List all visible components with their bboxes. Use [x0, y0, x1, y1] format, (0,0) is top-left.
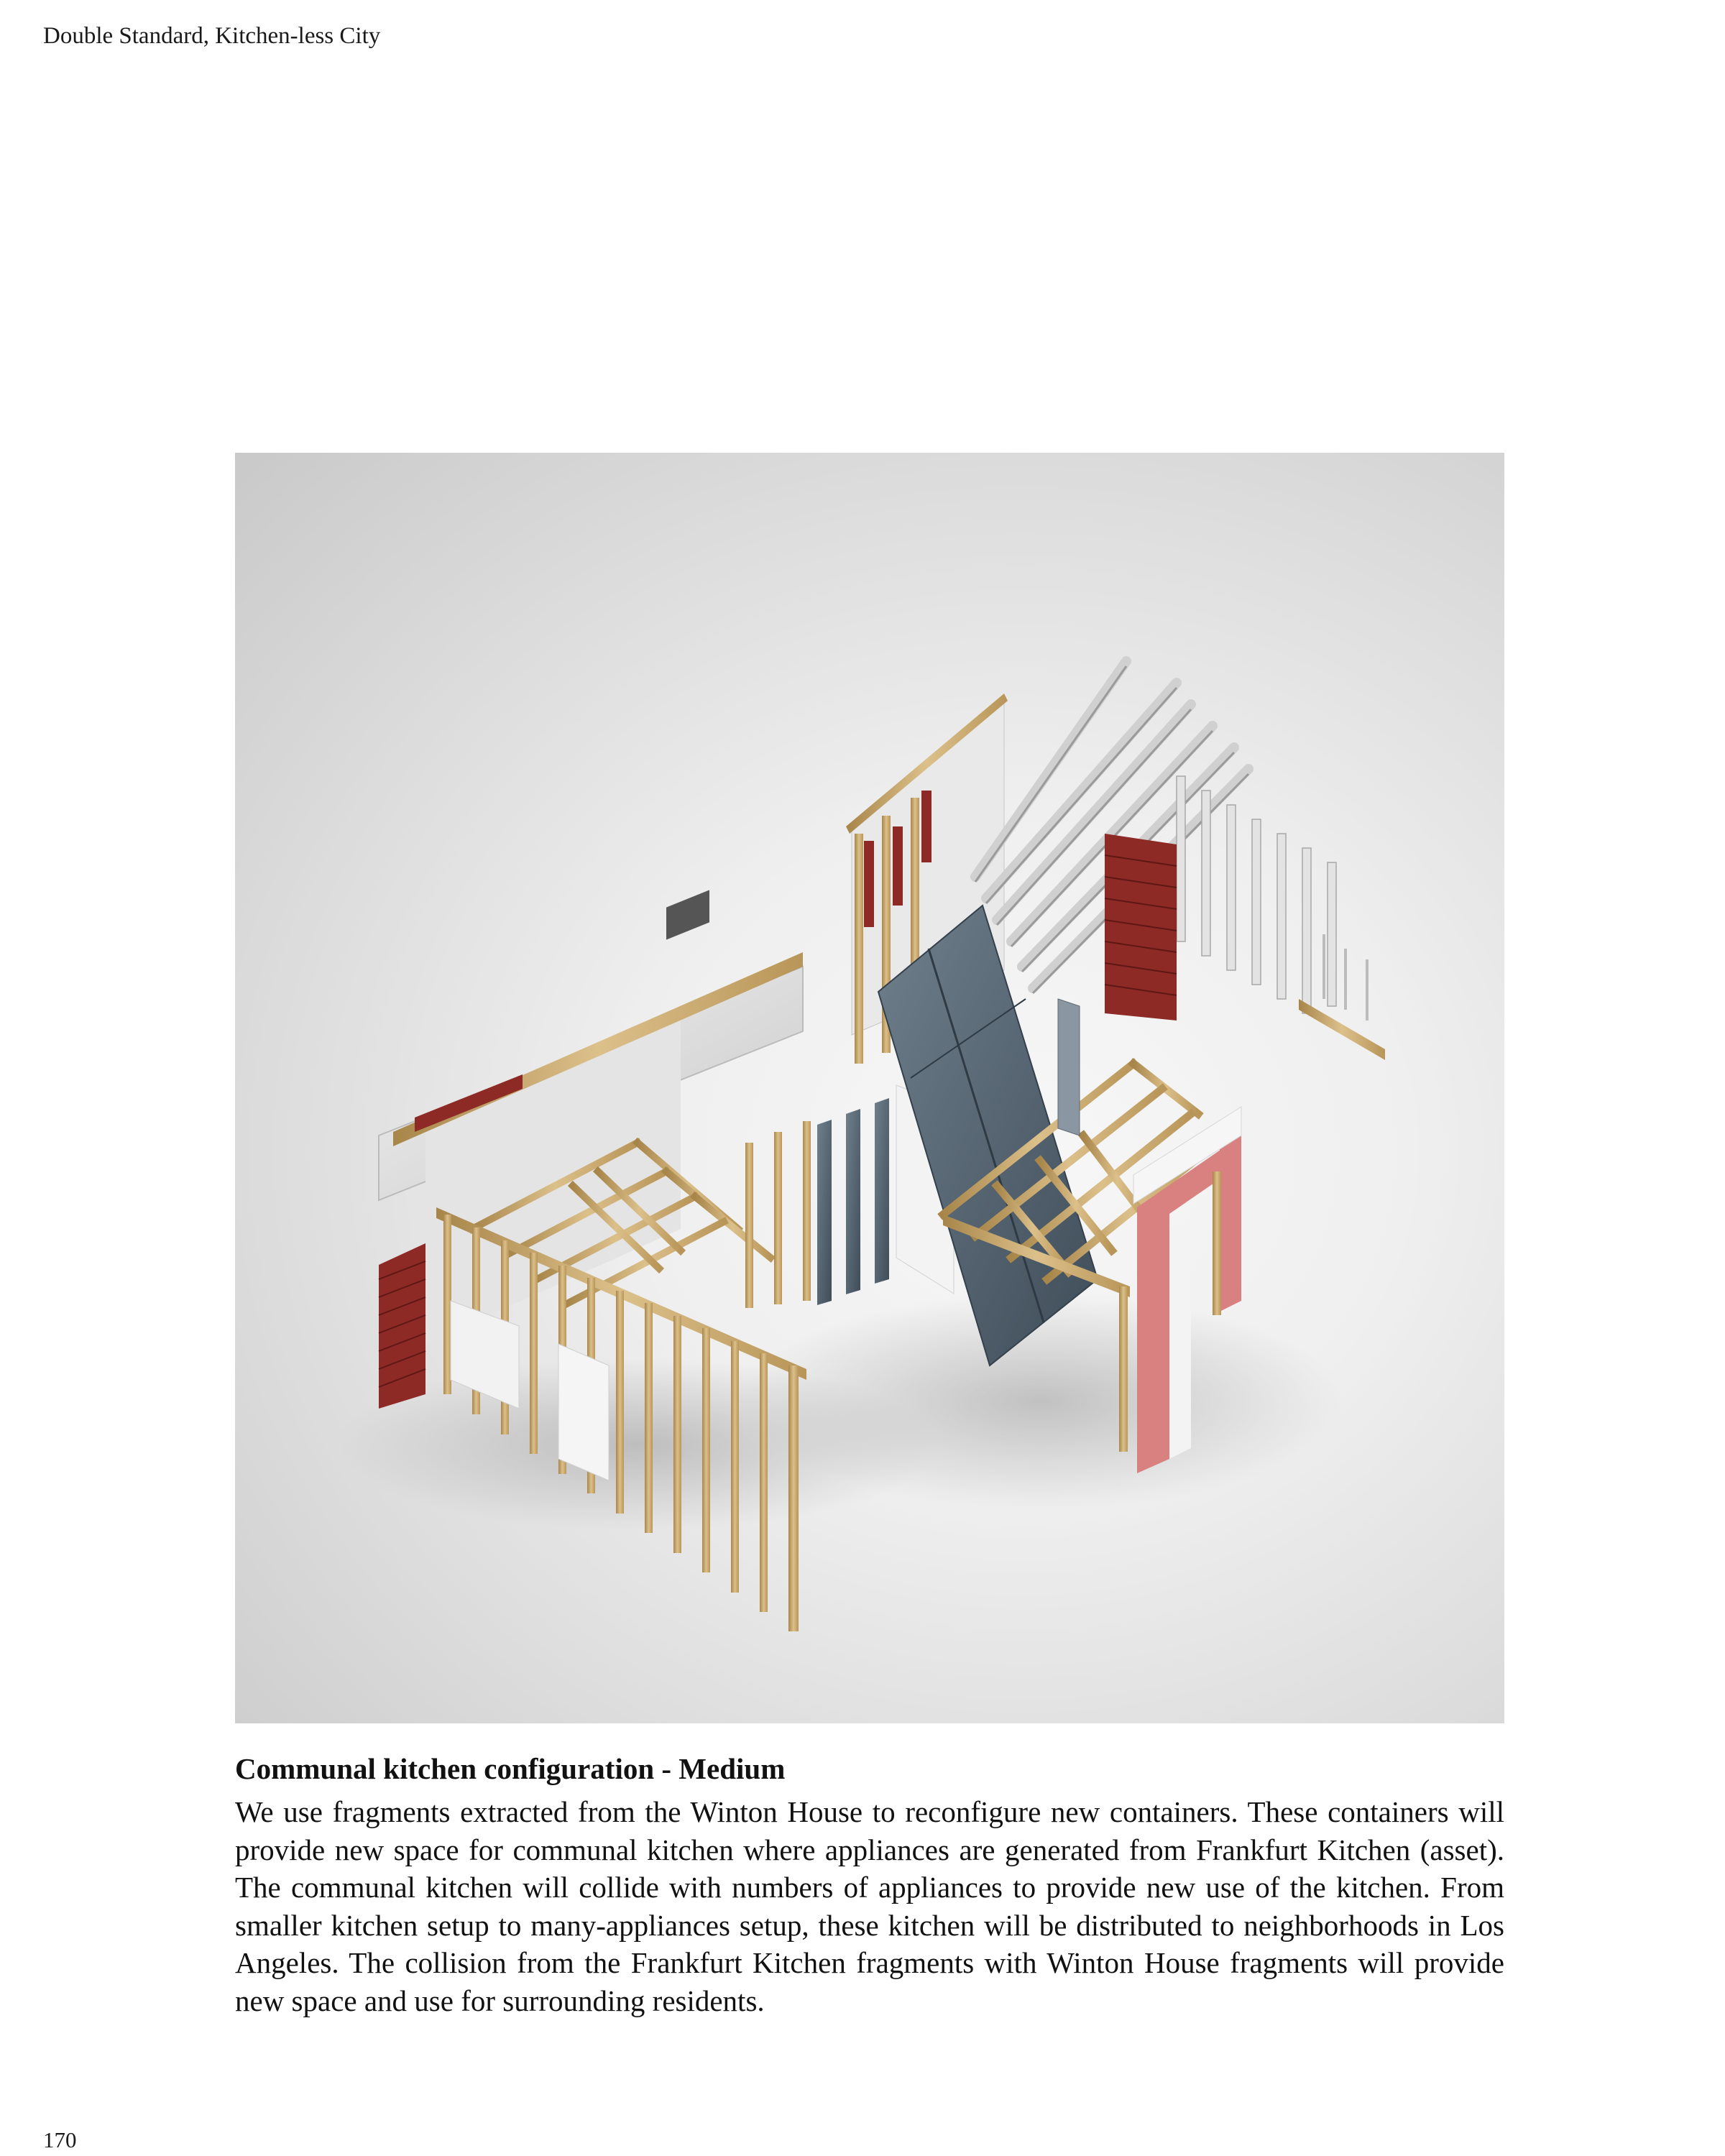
central-slate-strips: [817, 1098, 889, 1305]
left-brick-block: [379, 1243, 426, 1409]
caption-body: We use fragments extracted from the Winton House to reconfigure new containers. These containers will provide new space for communal kitchen where appliances are generated from Frankfurt Kitchen (asset). The communal kitchen will collide with numbers of appliances to provide new use of the kitchen. From smaller kitchen setup to many-appliances setup, these kitchen will be distributed to neighborhoods in Los Angeles. The collision from the Frankfurt Kitchen fragments with Winton House fragments will provide new space and use for surrounding residents.: [235, 1795, 1504, 2017]
architectural-render-figure: [235, 453, 1504, 1723]
grey-column: [1058, 999, 1080, 1135]
central-stud-wall: [745, 1121, 811, 1308]
page-number: 170: [43, 2127, 77, 2152]
caption-title: Communal kitchen configuration - Medium: [235, 1752, 786, 1785]
kitchen-fragments-render: [235, 453, 1504, 1723]
brick-column: [1105, 834, 1177, 1021]
caption: [235, 1749, 1504, 2020]
left-window: [666, 890, 709, 939]
running-header: Double Standard, Kitchen-less City: [43, 23, 381, 49]
small-timber-frame: [1299, 999, 1385, 1060]
